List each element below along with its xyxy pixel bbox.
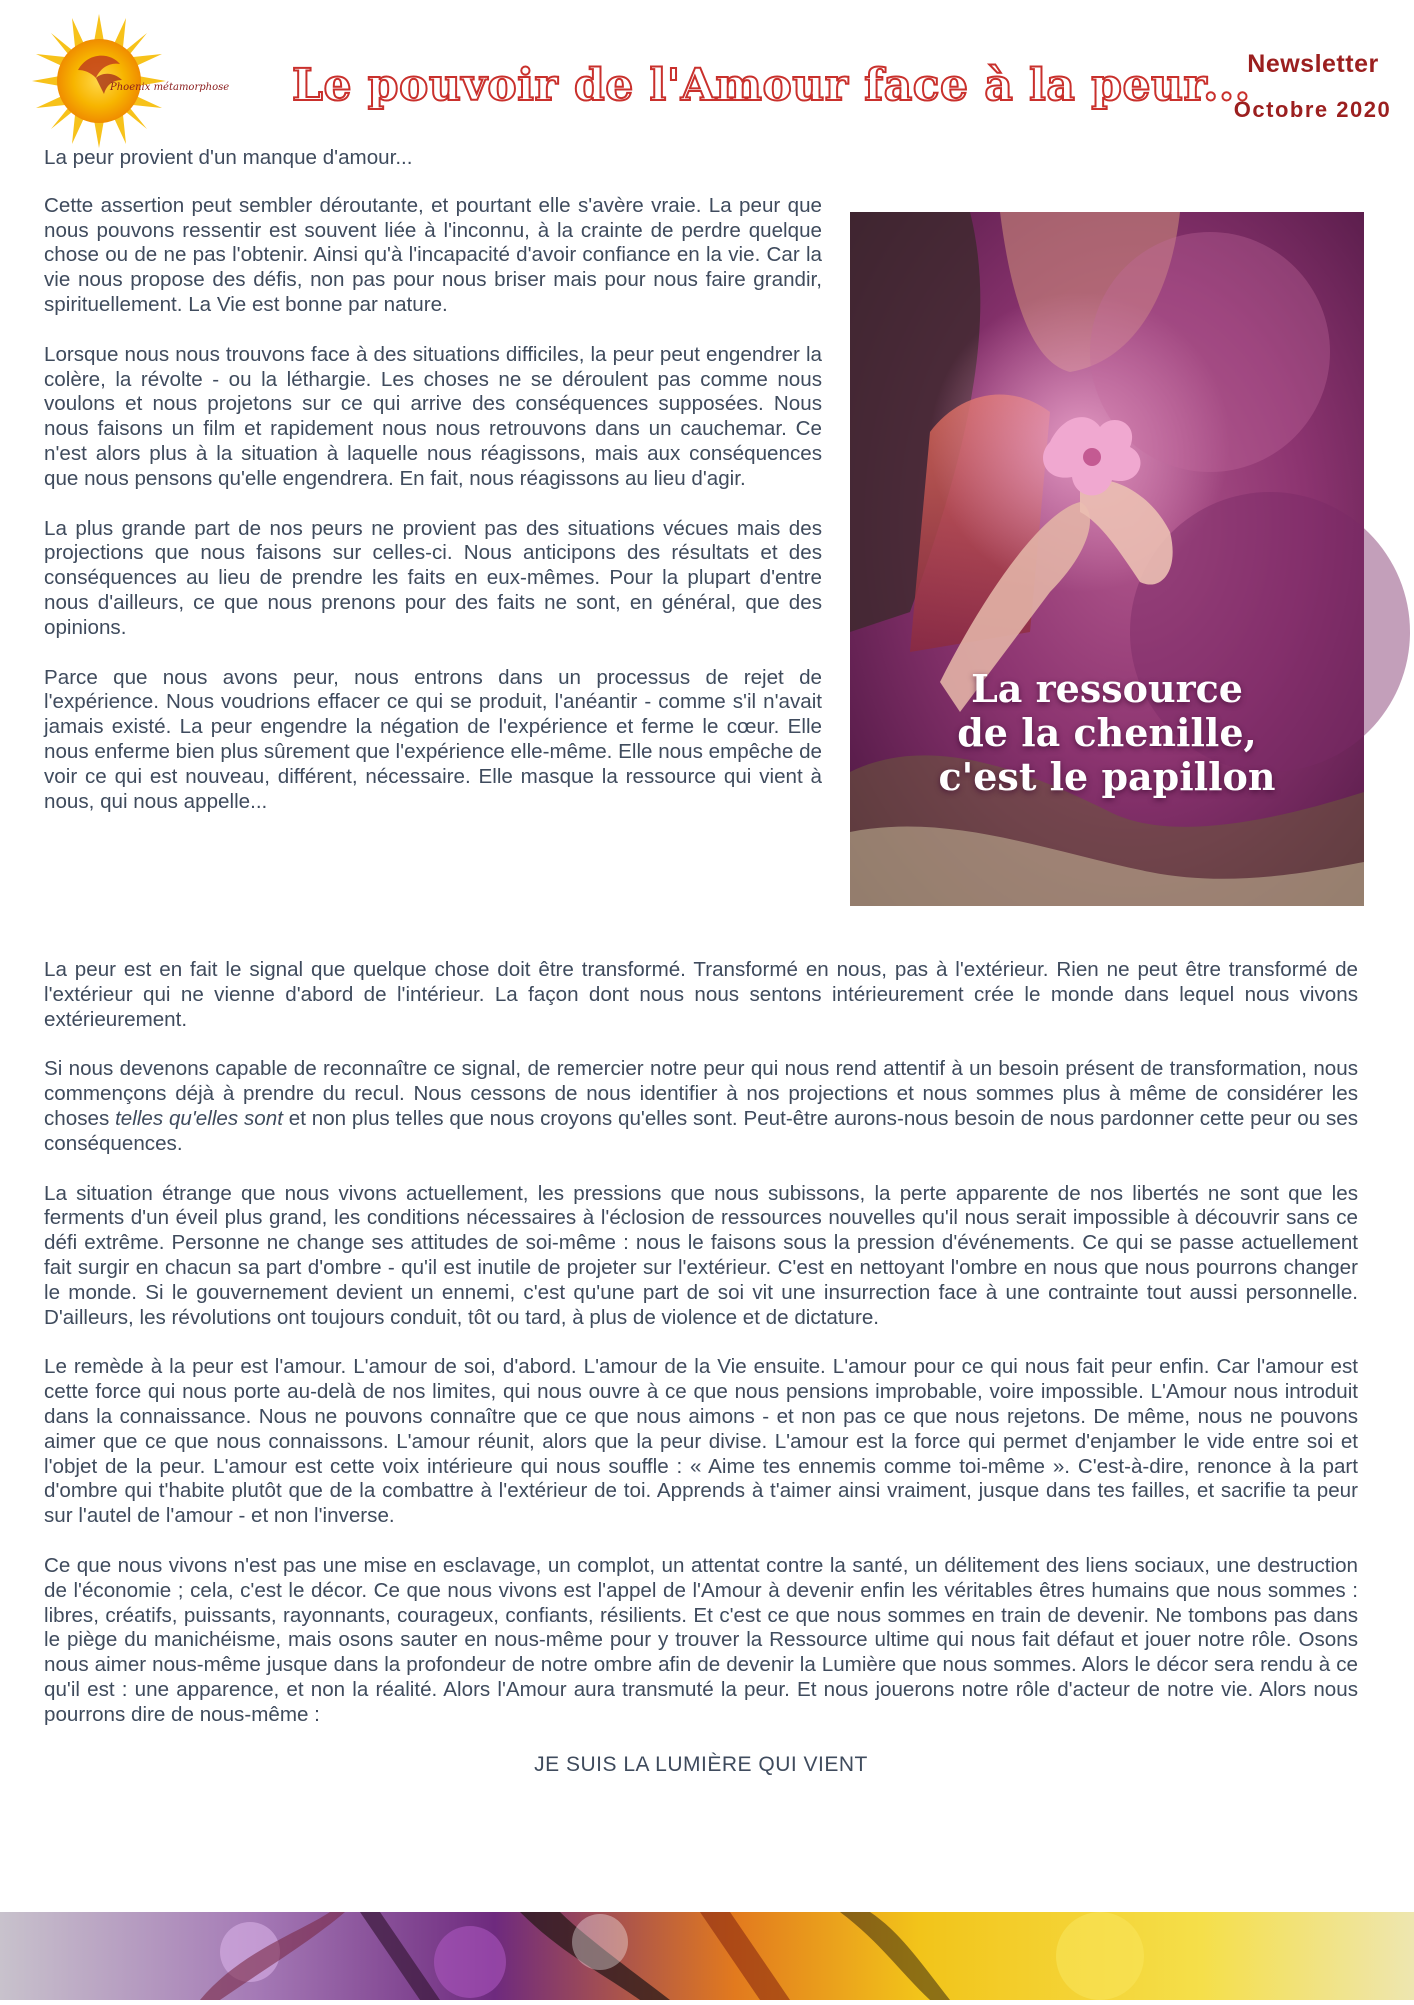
article-left-column [44, 146, 822, 839]
footer-butterfly-banner [0, 1912, 1414, 2000]
caption-line: La ressource [971, 666, 1243, 711]
lead-paragraph: La peur provient d'un manque d'amour... [44, 146, 413, 169]
recul-text-start: Si nous devenons capable de reconnaître ce signal, de remercier notre peur qui nous rend attentif à un besoin présent de transformation, nous commençons déjà à prendre du recul. Nous cessons de nous identifier à nos projections et nous sommes plus à même de considérer les choses [44, 1057, 1358, 1130]
hands-flower-image [850, 212, 1364, 906]
newsletter-label: Newsletter [1247, 50, 1379, 78]
paragraph-projections: La plus grande part de nos peurs ne provient pas des situations vécues mais des projections que nous faisons sur celles-ci. Nous anticipons des résultats et des conséquences au lieu de prendre les faits en eux-mêmes. Pour la plupart d'entre nous d'ailleurs, ce que nous prenons pour des faits ne sont, en général, que des opinions. [44, 516, 822, 639]
paragraph-situations: Lorsque nous nous trouvons face à des situations difficiles, la peur peut engendrer la colère, la révolte - ou la léthargie. Les choses ne se déroulent pas comme nous voulons et nous projetons sur ce qui arrive des conséquences supposées. Nous nous faisons un film et rapidement nous nous retrouvons dans un cauchemar. Ce n'est alors plus à la situation à laquelle nous réagissons, mais aux conséquences que nous pensons qu'elle engendrera. En fait, nous réagissons au lieu d'agir. [44, 342, 822, 490]
caption-line: c'est le papillon [938, 754, 1276, 799]
closing-statement: JE SUIS LA LUMIÈRE QUI VIENT [534, 1752, 868, 1776]
photo-caption [850, 667, 1364, 799]
newsletter-date: Octobre 2020 [1233, 97, 1392, 122]
phoenix-logo [30, 12, 230, 150]
paragraph-assertion: Cette assertion peut sembler déroutante, et pourtant elle s'avère vraie. La peur que nous pouvons ressentir est souvent liée à l'inconnu, à la crainte de perdre quelque chose ou de ne pas l'obtenir. Ainsi qu'à l'incapacité d'avoir confiance en la vie. Car la vie nous propose des défis, non pas pour nous briser mais pour nous faire grandir, spirituellement. La Vie est bonne par nature. [44, 193, 822, 316]
paragraph-recul [44, 1057, 1358, 1156]
logo-text: Phoenix métamorphose [110, 82, 230, 93]
paragraph-situation: La situation étrange que nous vivons actuellement, les pressions que nous subissons, la perte apparente de nos libertés ne sont que les ferments d'un éveil plus grand, les conditions nécessaires à l'éclosion de ressources nouvelles qu'il nous serait impossible à découvrir sans ce défi extrême. Personne ne change ses attitudes de soi-même : nous le faisons sous la pression d'événements. Ce qui se passe actuellement fait surgir en chacun sa part d'ombre - qu'il est inutile de projeter sur l'extérieur. C'est en nettoyant l'ombre en nous que nous pourrons changer le monde. Si le gouvernement devient un ennemi, c'est qu'une part de soi vit une insurrection face à une contrainte tout aussi personnelle. D'ailleurs, les révolutions ont toujours conduit, tôt ou tard, à plus de violence et de dictature. [44, 1181, 1358, 1329]
paragraph-signal: La peur est en fait le signal que quelque chose doit être transformé. Transformé en nous, pas à l'extérieur. Rien ne peut être transformé de l'extérieur qui ne vienne d'abord de l'intérieur. La façon dont nous nous sentons intérieurement crée le monde dans lequel nous vivons extérieurement. [44, 958, 1358, 1031]
butterfly-wing-art-icon [0, 1912, 1414, 2000]
paragraph-rejet: Parce que nous avons peur, nous entrons dans un processus de rejet de l'expérience. Nous voudrions effacer ce qui se produit, l'anéantir - comme s'il n'avait jamais existé. La peur engendre la négation de l'expérience et ferme le cœur. Elle nous enferme bien plus sûrement que l'expérience elle-même. Elle nous empêche de voir ce qui est nouveau, différent, nécessaire. Elle masque la ressource qui vient à nous, qui nous appelle... [44, 665, 822, 813]
sun-logo-icon [30, 12, 230, 150]
newsletter-title: Le pouvoir de l'Amour face à la peur... [292, 60, 1251, 111]
recul-emphasis: telles qu'elles sont [115, 1106, 283, 1130]
recul-text-end: et non plus telles que nous croyons qu'elles sont. Peut-être aurons-nous besoin de nous pardonner cette peur ou ses conséquences. [44, 1106, 1358, 1155]
paragraph-vivons: Ce que nous vivons n'est pas une mise en esclavage, un complot, un attentat contre la santé, un délitement des liens sociaux, une destruction de l'économie ; cela, c'est le décor. Ce que nous vivons est l'appel de l'Amour à devenir enfin les véritables êtres humains que nous sommes : libres, créatifs, puissants, rayonnants, courageux, confiants, résilients. Et c'est ce que nous sommes en train de devenir. Ne tombons pas dans le piège du manichéisme, mais osons sauter en nous-même pour y trouver la Ressource ultime qui nous fait défaut et jouer notre rôle. Osons nous aimer nous-même jusque dans la profondeur de notre ombre afin de devenir la Lumière que nous sommes. Alors le décor sera rendu à ce qu'il est : une apparence, et non la réalité. Alors l'Amour aura transmuté la peur. Et nous jouerons notre rôle d'acteur de notre vie. Alors nous pourrons dire de nous-même : [44, 1553, 1358, 1726]
paragraph-remede: Le remède à la peur est l'amour. L'amour de soi, d'abord. L'amour de la Vie ensuite. L'amour pour ce qui nous fait peur enfin. Car l'amour est cette force qui nous porte au-delà de nos limites, qui nous ouvre à ce que nous pensions improbable, voire impossible. L'Amour nous introduit dans la connaissance. Nous ne pouvons connaître que ce que nous aimons - et non pas ce que nous rejetons. De même, nous ne pouvons aimer que ce que nous connaissons. L'amour réunit, alors que la peur divise. L'amour est la force qui permet d'enjamber le vide entre soi et l'objet de la peur. L'amour est cette voix intérieure qui nous souffle : « Aime tes ennemis comme toi-même ». C'est-à-dire, renonce à la part d'ombre qui t'habite plutôt que de la combattre à l'extérieur de toi. Apprends à t'aimer ainsi vraiment, jusque dans tes failles, et sacrifie ta peur sur l'autel de l'amour - et non l'inverse. [44, 1355, 1358, 1528]
butterfly-flower-photo [850, 212, 1364, 906]
caption-line: de la chenille, [957, 710, 1257, 755]
article-full-width [44, 958, 1358, 1777]
